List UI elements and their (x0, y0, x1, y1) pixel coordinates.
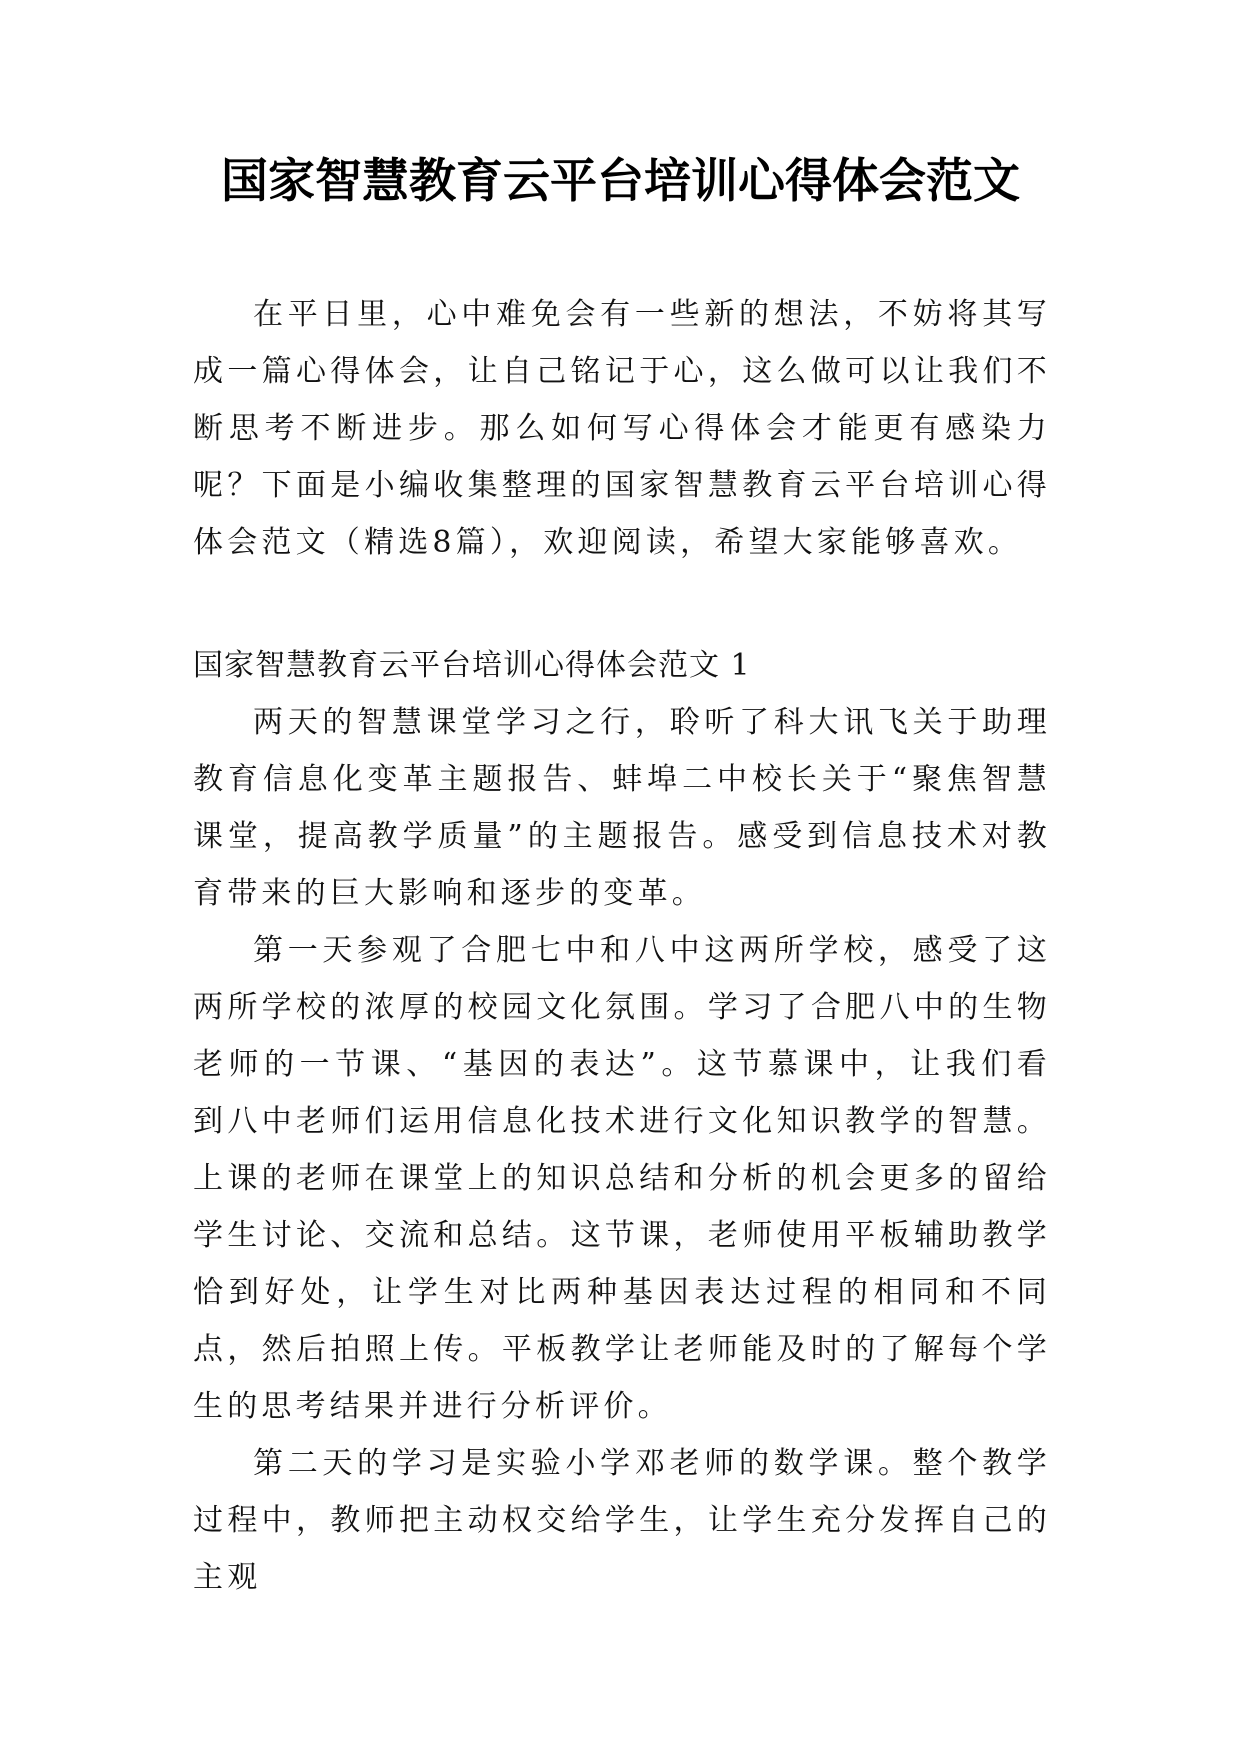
section-heading: 国家智慧教育云平台培训心得体会范文 1 (193, 648, 751, 683)
body-paragraph: 第二天的学习是实验小学邓老师的数学课。整个教学过程中，教师把主动权交给学生，让学生充分发挥自己的主观 (193, 1446, 1051, 1595)
section-body (193, 694, 1051, 1606)
body-paragraph: 第一天参观了合肥七中和八中这两所学校，感受了这两所学校的浓厚的校园文化氛围。学习了合肥八中的生物老师的一节课、“基因的表达”。这节慕课中，让我们看到八中老师们运用信息化技术进行文化知识教学的智慧。上课的老师在课堂上的知识总结和分析的机会更多的留给学生讨论、交流和总结。这节课，老师使用平板辅助教学恰到好处，让学生对比两种基因表达过程的相同和不同点，然后拍照上传。平板教学让老师能及时的了解每个学生的思考结果并进行分析评价。 (193, 933, 1051, 1424)
body-paragraph: 两天的智慧课堂学习之行，聆听了科大讯飞关于助理教育信息化变革主题报告、蚌埠二中校长关于“聚焦智慧课堂，提高教学质量”的主题报告。感受到信息技术对教育带来的巨大影响和逐步的变革。 (193, 705, 1051, 911)
document-title: 国家智慧教育云平台培训心得体会范文 (221, 154, 1020, 209)
intro-paragraph: 在平日里，心中难免会有一些新的想法，不妨将其写成一篇心得体会，让自己铭记于心，这么做可以让我们不断思考不断进步。那么如何写心得体会才能更有感染力呢？下面是小编收集整理的国家智慧教育云平台培训心得体会范文（精选8篇），欢迎阅读，希望大家能够喜欢。 (193, 297, 1051, 560)
intro-block (193, 286, 1051, 571)
